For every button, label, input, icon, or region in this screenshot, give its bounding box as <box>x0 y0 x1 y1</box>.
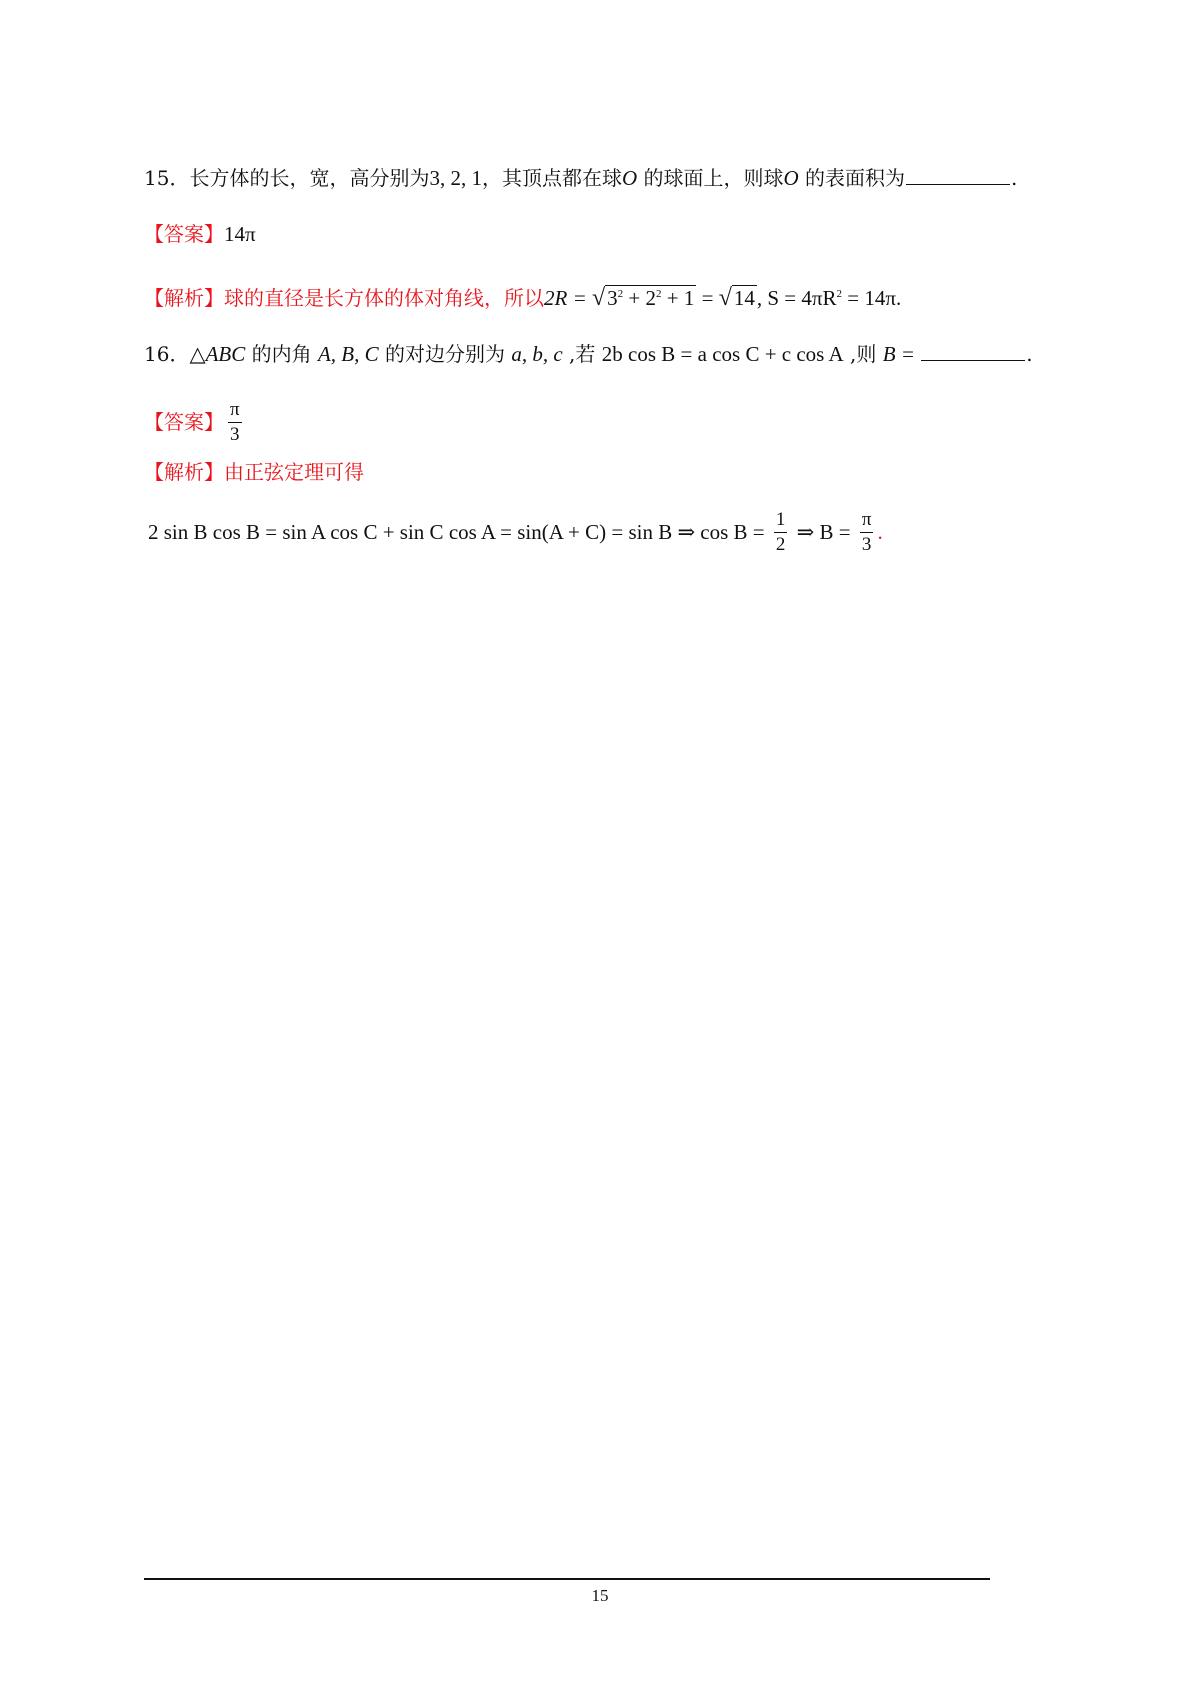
q16-text-a: 的内角 <box>245 342 318 366</box>
q15-answer-label: 【答案】 <box>144 222 224 246</box>
q15-period: . <box>1011 166 1018 190</box>
q15-question <box>144 164 1017 192</box>
q15-sqrt-a: 3 <box>607 286 618 310</box>
q15-number: 15． <box>144 166 190 190</box>
q15-formula <box>544 286 901 310</box>
q16-derivation <box>148 502 883 562</box>
q15-answer-value: 14π <box>224 222 256 246</box>
q16-derivation-text: 2 sin B cos B = sin A cos C + sin C cos A = sin(A + C) = sin B ⇒ cos B = <box>148 520 770 544</box>
q16-triangle: △ABC <box>189 342 246 366</box>
q16-half-den: 2 <box>775 533 786 555</box>
q16-analysis-text: 由正弦定理可得 <box>224 460 364 484</box>
q16-half-num: 1 <box>774 508 788 533</box>
radical-icon: √ <box>592 285 606 311</box>
q15-analysis <box>144 280 901 312</box>
q15-text-d: 的表面积为 <box>798 166 906 190</box>
q16-condition: 2b cos B = a cos C + c cos A <box>601 342 844 366</box>
q15-sqrt-body <box>605 285 696 310</box>
q16-result-den: 3 <box>861 533 872 555</box>
q16-angles: A, B, C <box>317 342 379 366</box>
q16-text-b: 的对边分别为 <box>378 342 512 366</box>
q16-period: . <box>1026 342 1033 366</box>
radical-icon: √ <box>718 285 732 311</box>
q15-sqrt14-body: 14 <box>733 286 755 310</box>
q15-sphere-var: O <box>621 166 638 190</box>
q16-answer-fraction <box>228 398 242 447</box>
q15-text-c: 的球面上，则球 <box>637 166 784 190</box>
q16-trailing-mark: . <box>877 520 883 544</box>
q16-result-fraction <box>860 508 874 557</box>
q16-answer-num: π <box>228 398 242 423</box>
q16-half-fraction <box>774 508 788 557</box>
q16-question <box>144 340 1033 368</box>
q15-sphere-var-2: O <box>783 166 799 190</box>
q15-answer <box>144 220 256 248</box>
q16-derivation-b: ⇒ B = <box>791 520 856 544</box>
q15-formula-lhs: 2R = <box>544 286 592 310</box>
q15-sqrt-b: + 2 <box>623 286 657 310</box>
q15-sqrt14 <box>719 284 757 312</box>
q16-answer-blank <box>921 342 1025 361</box>
footer-divider <box>144 1578 990 1580</box>
q15-formula-end: = 14π. <box>842 286 902 310</box>
q15-dims: 3, 2, 1 <box>429 166 482 190</box>
q15-text-b: ，其顶点都在球 <box>481 166 622 190</box>
q15-analysis-text: 球的直径是长方体的体对角线，所以 <box>224 286 544 310</box>
q15-formula-mid: = <box>696 286 719 310</box>
q16-analysis-heading <box>144 458 364 486</box>
q16-analysis-label: 【解析】 <box>144 460 224 484</box>
q15-exp-1: 2 <box>617 288 624 300</box>
q15-answer-blank <box>906 166 1010 185</box>
q15-sqrt-c: + 1 <box>661 286 695 310</box>
q15-formula-s: , S = 4πR <box>756 286 837 310</box>
q15-exp-2: 2 <box>656 288 662 300</box>
q16-number: 16． <box>144 342 190 366</box>
q16-text-d: ,则 <box>843 342 883 366</box>
q15-exp-3: 2 <box>836 288 843 300</box>
q16-answer-den: 3 <box>230 423 240 445</box>
q16-ask: B = <box>882 342 921 366</box>
q15-sqrt <box>592 280 696 312</box>
page-number: 15 <box>591 1586 609 1605</box>
q16-answer-label: 【答案】 <box>144 410 224 434</box>
q15-analysis-label: 【解析】 <box>144 286 224 310</box>
q16-result-num: π <box>860 508 874 533</box>
q15-text-a: 长方体的长，宽，高分别为 <box>189 166 430 190</box>
q16-answer <box>144 394 246 450</box>
q16-sides: a, b, c <box>511 342 563 366</box>
q16-text-c: ,若 <box>562 342 602 366</box>
